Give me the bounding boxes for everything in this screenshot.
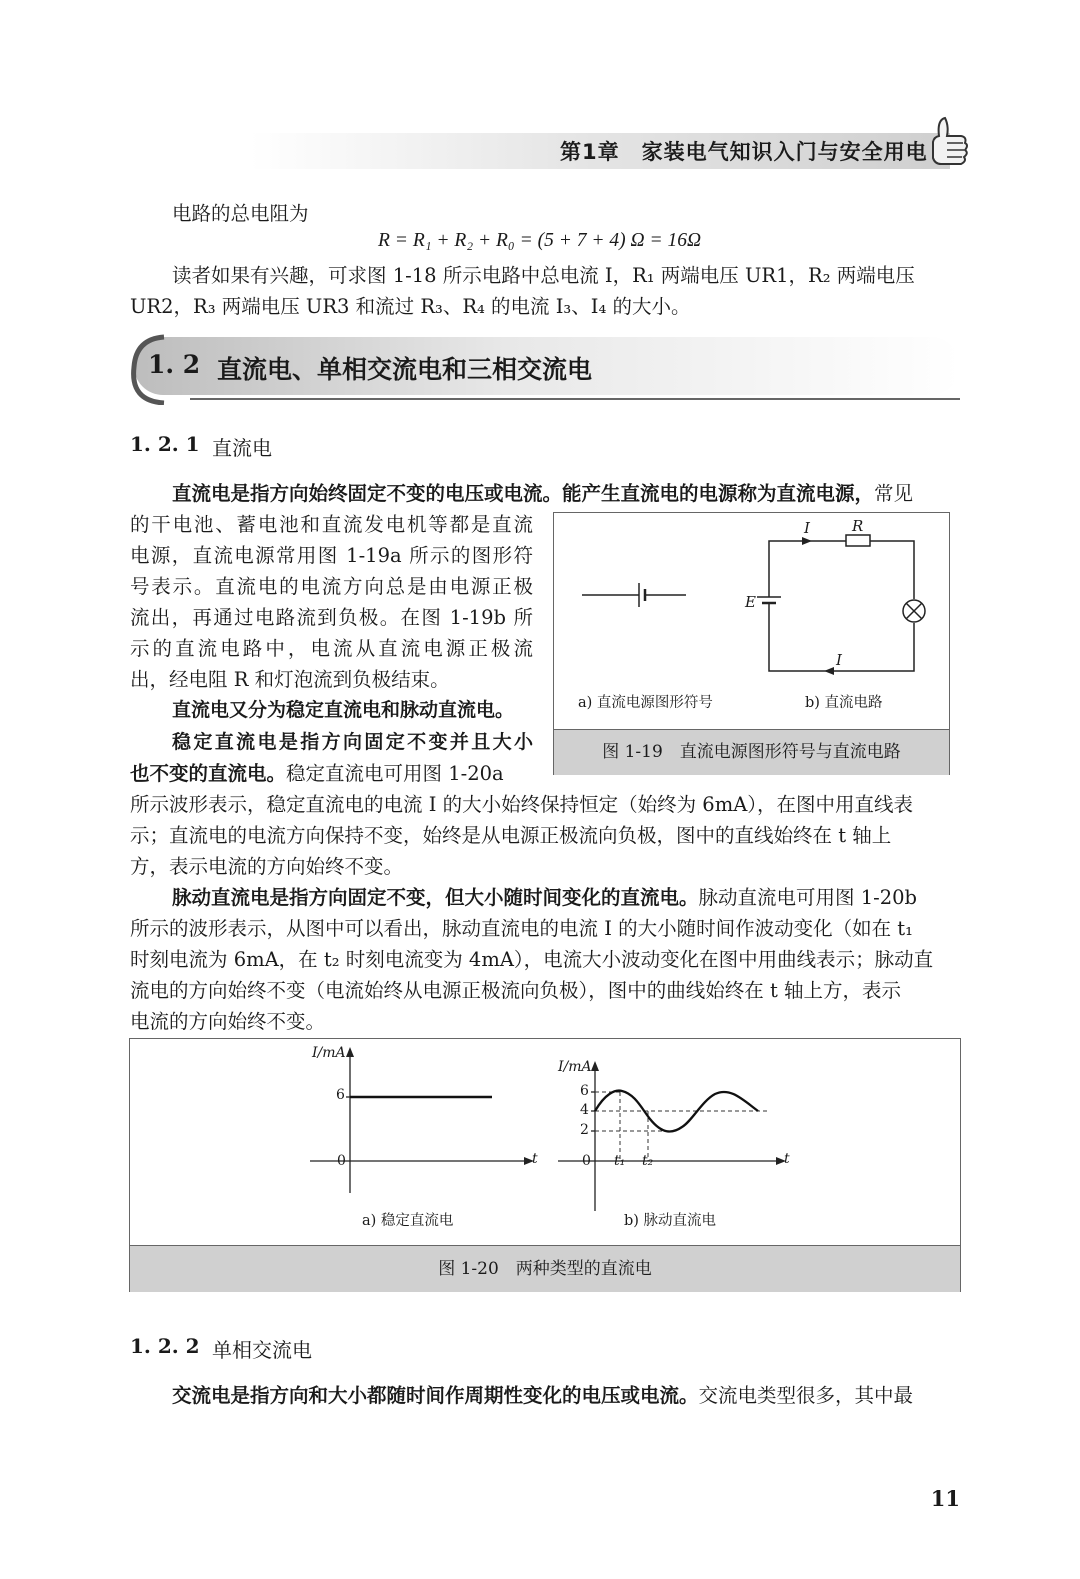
- dc-paragraph-1-line-7: 出，经电阻 R 和灯泡流到负极结束。: [130, 668, 450, 691]
- dc-paragraph-1-line-3: 电源，直流电源常用图 1-19a 所示的图形符: [130, 544, 533, 567]
- intro-line-4: UR2，R₃ 两端电压 UR3 和流过 R₃、R₄ 的电流 I₃、I₄ 的大小。: [130, 295, 691, 318]
- chart-b-tick-2: 2: [580, 1122, 589, 1138]
- dc-paragraph-3-line-3: 所示波形表示，稳定直流电的电流 I 的大小始终保持恒定（始终为 6mA），在图中用直线表: [130, 793, 914, 816]
- intro-line-1: 电路的总电阻为: [172, 202, 309, 225]
- dc-paragraph-3-line-5: 方，表示电流的方向始终不变。: [130, 855, 404, 878]
- figure-1-20: [129, 1038, 961, 1292]
- current-label-bottom: I: [836, 651, 842, 669]
- dc-paragraph-4-line-4: 流电的方向始终不变（电流始终从电源正极流向负极），图中的曲线始终在 t 轴上方，表示: [130, 979, 901, 1002]
- figure-1-19-caption: 图 1-19 直流电源图形符号与直流电路: [554, 729, 949, 775]
- dc-paragraph-3-line-2: 也不变的直流电。稳定直流电可用图 1-20a: [130, 762, 504, 785]
- chart-b-zero: 0: [582, 1153, 591, 1169]
- section-title: 直流电、单相交流电和三相交流电: [217, 355, 593, 384]
- figure-1-20a-label: a) 稳定直流电: [362, 1213, 454, 1229]
- subsection-1-title: 直流电: [212, 436, 272, 460]
- total-resistance-formula: R = R₁ + R₂ + R₀ = (5 + 7 + 4) Ω = 16Ω: [378, 230, 702, 251]
- dc-paragraph-3-line-4: 示；直流电的电流方向保持不变，始终是从电源正极流向负极，图中的直线始终在 t 轴上: [130, 824, 892, 847]
- current-label-top: I: [804, 519, 810, 537]
- intro-line-3: 读者如果有兴趣，可求图 1-18 所示电路中总电流 I，R₁ 两端电压 UR1，R₂ 两端电压: [172, 264, 915, 287]
- dc-paragraph-4-line-1: 脉动直流电是指方向固定不变，但大小随时间变化的直流电。脉动直流电可用图 1-20b: [172, 886, 918, 909]
- dc-paragraph-3-line-1: 稳定直流电是指方向固定不变并且大小: [172, 731, 533, 753]
- chapter-header: 第1章 家装电气知识入门与安全用电: [560, 140, 928, 164]
- dc-paragraph-1-line-4: 号表示。直流电的电流方向总是由电源正极: [130, 575, 533, 598]
- ac-paragraph-1-line-1: 交流电是指方向和大小都随时间作周期性变化的电压或电流。交流电类型很多，其中最: [172, 1384, 914, 1407]
- thumbs-up-icon: [925, 112, 971, 172]
- subsection-2-number: 1. 2. 2: [130, 1334, 200, 1358]
- dc-paragraph-1-line-1: 直流电是指方向始终固定不变的电压或电流。能产生直流电的电源称为直流电源，常见: [172, 482, 914, 505]
- figure-1-19a-label: a) 直流电源图形符号: [578, 695, 713, 711]
- chart-b-tick-6: 6: [580, 1083, 589, 1099]
- chart-a-zero: 0: [337, 1153, 346, 1169]
- chart-b-t2-label: t₂: [642, 1153, 654, 1169]
- source-label: E: [745, 593, 756, 611]
- dc-paragraph-2: 直流电又分为稳定直流电和脉动直流电。: [172, 699, 515, 721]
- dc-paragraph-4-line-2: 所示的波形表示，从图中可以看出，脉动直流电的电流 I 的大小随时间作波动变化（如在 t₁: [130, 917, 913, 940]
- chart-a-ylabel: I/mA: [312, 1045, 346, 1061]
- figure-1-20-caption: 图 1-20 两种类型的直流电: [130, 1245, 960, 1292]
- dc-paragraph-4-line-5: 电流的方向始终不变。: [130, 1010, 326, 1033]
- dc-paragraph-1-line-2: 的干电池、蓄电池和直流发电机等都是直流: [130, 513, 533, 536]
- chart-a-xlabel: t: [532, 1151, 538, 1167]
- chart-a-tick-6: 6: [336, 1087, 345, 1103]
- dc-waveform-charts: [130, 1039, 960, 1245]
- dc-paragraph-4-line-3: 时刻电流为 6mA，在 t₂ 时刻电流变为 4mA），电流大小波动变化在图中用曲线表示；脉动直: [130, 948, 934, 971]
- chart-b-t1-label: t₁: [614, 1153, 626, 1169]
- resistor-label: R: [852, 517, 864, 535]
- figure-1-19: [553, 512, 950, 775]
- chart-b-xlabel: t: [784, 1151, 790, 1167]
- subsection-1-number: 1. 2. 1: [130, 432, 200, 456]
- dc-paragraph-1-line-6: 示的直流电路中，电流从直流电源正极流: [130, 637, 533, 660]
- figure-1-19b-label: b) 直流电路: [805, 695, 883, 711]
- dc-paragraph-1-line-5: 流出，再通过电路流到负极。在图 1-19b 所: [130, 606, 533, 629]
- chart-b-ylabel: I/mA: [558, 1059, 592, 1075]
- subsection-2-title: 单相交流电: [212, 1338, 312, 1362]
- section-number: 1. 2: [148, 350, 201, 379]
- page-number: 11: [930, 1486, 960, 1511]
- chart-b-tick-4: 4: [580, 1102, 589, 1118]
- figure-1-20b-label: b) 脉动直流电: [624, 1213, 717, 1229]
